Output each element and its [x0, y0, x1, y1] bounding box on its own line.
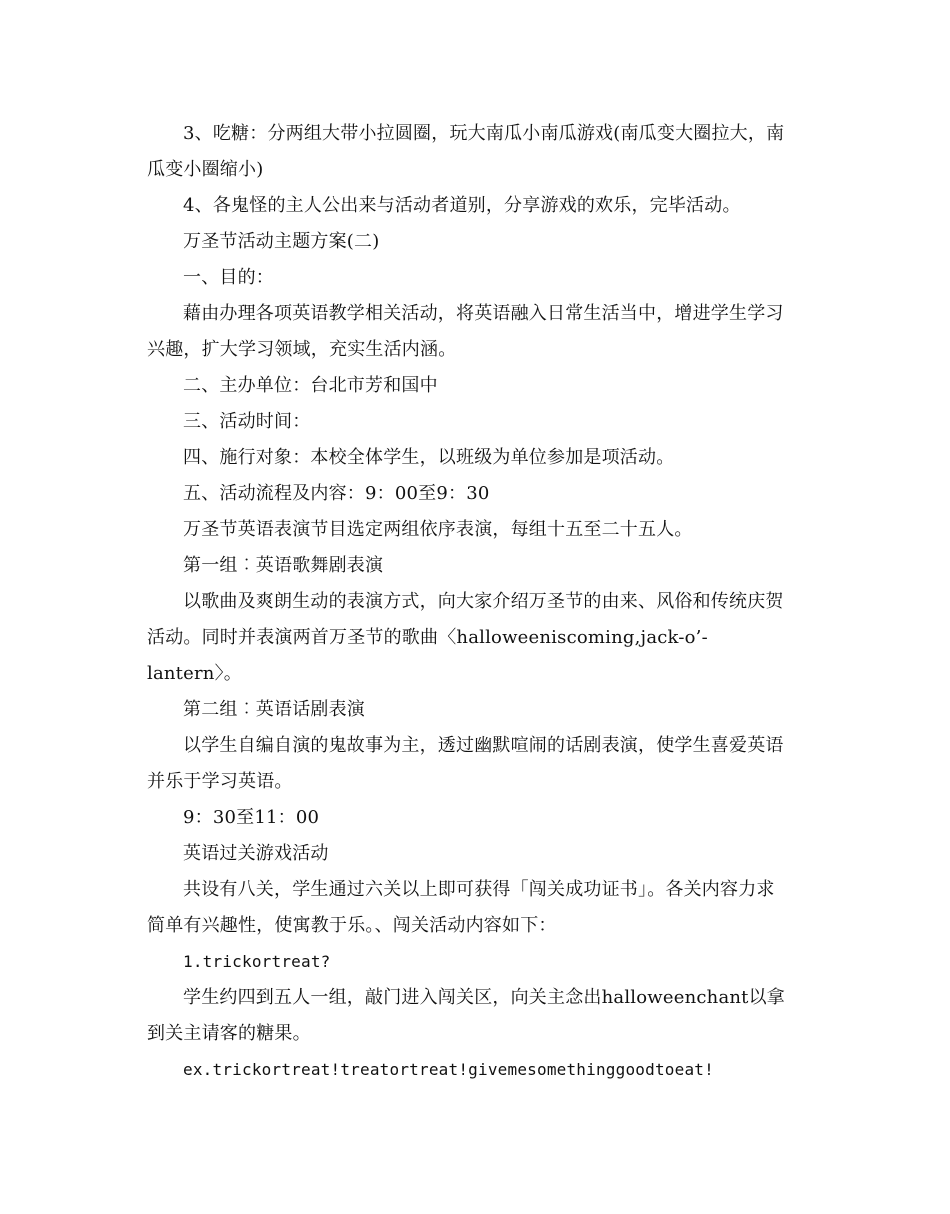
text-line: 万圣节英语表演节目选定两组依序表演，每组十五至二十五人。: [183, 519, 693, 540]
example-chant: ex.trickortreat!treatortreat!givemesomethinggoodtoeat!: [183, 1060, 714, 1079]
text-line: 并乐于学习英语。: [147, 771, 293, 792]
text-line: 活动。同时并表演两首万圣节的歌曲〈halloweeniscoming,jack-o’-: [147, 627, 708, 648]
text-line: 藉由办理各项英语教学相关活动，将英语融入日常生活当中，增进学生学习: [183, 303, 784, 324]
time-range: 9：30至11：00: [183, 807, 320, 828]
text-line: 4、各鬼怪的主人公出来与活动者道别，分享游戏的欢乐，完毕活动。: [183, 195, 741, 216]
heading-organizer: 二、主办单位：台北市芳和国中: [183, 375, 438, 396]
text-line: 瓜变小圈缩小): [147, 159, 264, 180]
heading-target: 四、施行对象：本校全体学生，以班级为单位参加是项活动。: [183, 447, 675, 468]
text-line: 以歌曲及爽朗生动的表演方式，向大家介绍万圣节的由来、风俗和传统庆贺: [183, 591, 784, 612]
heading-purpose: 一、目的：: [183, 267, 274, 288]
text-line: 到关主请客的糖果。: [147, 1023, 311, 1044]
heading-process: 五、活动流程及内容：9：00至9：30: [183, 483, 490, 504]
text-line: 学生约四到五人一组，敲门进入闯关区，向关主念出halloweenchant以拿: [183, 987, 786, 1008]
heading-time: 三、活动时间：: [183, 411, 311, 432]
group-one-title: 第一组︰英语歌舞剧表演: [183, 555, 384, 576]
text-line: 3、吃糖：分两组大带小拉圆圈，玩大南瓜小南瓜游戏(南瓜变大圈拉大，南: [183, 123, 785, 144]
text-line: 以学生自编自演的鬼故事为主，透过幽默喧闹的话剧表演，使学生喜爱英语: [183, 735, 784, 756]
group-two-title: 第二组︰英语话剧表演: [183, 699, 365, 720]
section-title: 万圣节活动主题方案(二): [183, 231, 380, 252]
text-line: lantern〉。: [147, 663, 242, 684]
activity-title: 英语过关游戏活动: [183, 843, 329, 864]
text-line: 兴趣，扩大学习领域，充实生活内涵。: [147, 339, 457, 360]
text-line: 共设有八关，学生通过六关以上即可获得「闯关成功证书」。各关内容力求: [183, 879, 775, 900]
text-line: 简单有兴趣性，使寓教于乐。、闯关活动内容如下：: [147, 915, 557, 936]
item-one-title: 1.trickortreat?: [183, 952, 331, 971]
